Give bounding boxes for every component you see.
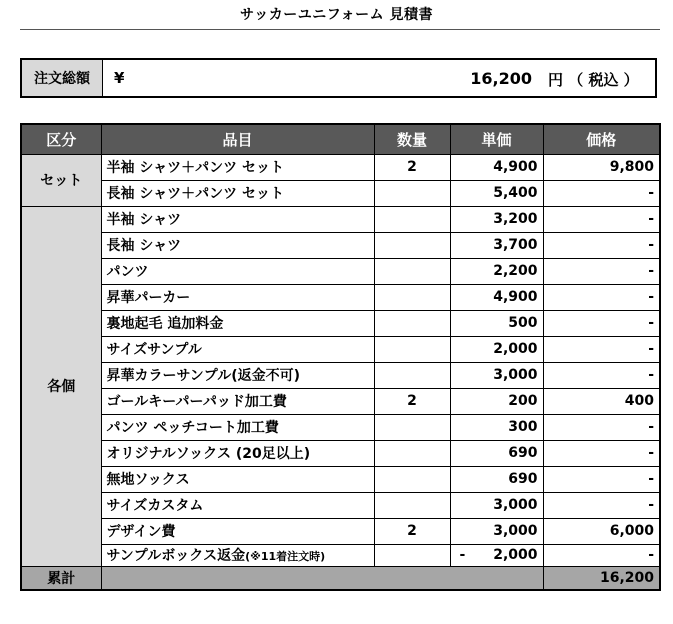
item-name: 長袖 シャツ＋パンツ セット	[101, 180, 374, 206]
item-price: -	[543, 206, 660, 232]
item-quantity: 2	[374, 518, 450, 544]
item-price: -	[543, 362, 660, 388]
item-name: ゴールキーパーパッド加工費	[101, 388, 374, 414]
table-row	[21, 492, 660, 518]
table-row	[21, 518, 660, 544]
order-total-box	[20, 58, 657, 98]
item-name: 長袖 シャツ	[101, 232, 374, 258]
sum-spacer	[101, 566, 543, 590]
item-price: 9,800	[543, 154, 660, 180]
refund-item-note: (※11着注文時)	[245, 550, 326, 563]
category-individual: 各個	[21, 206, 101, 566]
item-unit-price: 2,000	[450, 336, 543, 362]
category-set: セット	[21, 154, 101, 206]
item-price: 400	[543, 388, 660, 414]
refund-amount: 2,000	[493, 547, 538, 563]
item-unit-price: 4,900	[450, 154, 543, 180]
header-category: 区分	[21, 124, 101, 154]
item-price: -	[543, 258, 660, 284]
item-unit-price: 5,400	[450, 180, 543, 206]
item-name: オリジナルソックス (20足以上)	[101, 440, 374, 466]
table-row	[21, 180, 660, 206]
item-unit-price: 4,900	[450, 284, 543, 310]
item-unit-price: 3,000	[450, 362, 543, 388]
refund-item-label: サンプルボックス返金	[106, 548, 246, 564]
item-price: 6,000	[543, 518, 660, 544]
table-row	[21, 284, 660, 310]
item-unit-price: 690	[450, 440, 543, 466]
item-unit-price: 2,200	[450, 258, 543, 284]
item-price: -	[543, 310, 660, 336]
order-total-amount: 16,200	[470, 69, 532, 88]
header-item: 品目	[101, 124, 374, 154]
item-quantity	[374, 440, 450, 466]
item-unit-price: 3,000	[450, 492, 543, 518]
item-quantity: 2	[374, 388, 450, 414]
item-price: -	[543, 466, 660, 492]
item-quantity	[374, 466, 450, 492]
item-name: 裏地起毛 追加料金	[101, 310, 374, 336]
item-quantity	[374, 362, 450, 388]
item-unit-price: 3,200	[450, 206, 543, 232]
item-unit-price: 3,000	[450, 518, 543, 544]
item-quantity	[374, 180, 450, 206]
table-row	[21, 544, 660, 566]
header-quantity: 数量	[374, 124, 450, 154]
item-quantity	[374, 232, 450, 258]
table-row	[21, 154, 660, 180]
item-name: 半袖 シャツ＋パンツ セット	[101, 154, 374, 180]
table-row	[21, 258, 660, 284]
item-name: デザイン費	[101, 518, 374, 544]
item-price: -	[543, 284, 660, 310]
item-quantity	[374, 414, 450, 440]
item-unit-price: 500	[450, 310, 543, 336]
item-name: サイズカスタム	[101, 492, 374, 518]
item-quantity	[374, 492, 450, 518]
sum-label: 累計	[21, 566, 101, 590]
item-name: 昇華パーカー	[101, 284, 374, 310]
item-price: -	[543, 492, 660, 518]
item-name: パンツ	[101, 258, 374, 284]
minus-sign: -	[459, 547, 466, 563]
order-total-label: 注文総額	[22, 60, 103, 96]
table-row	[21, 232, 660, 258]
item-price: -	[543, 544, 660, 566]
item-name: パンツ ペッチコート加工費	[101, 414, 374, 440]
item-quantity	[374, 310, 450, 336]
sum-total: 16,200	[543, 566, 660, 590]
item-unit-price: 3,700	[450, 232, 543, 258]
item-quantity: 2	[374, 154, 450, 180]
item-price: -	[543, 232, 660, 258]
item-price: -	[543, 440, 660, 466]
header-price: 価格	[543, 124, 660, 154]
table-row	[21, 362, 660, 388]
item-name: サイズサンプル	[101, 336, 374, 362]
item-unit-price: 300	[450, 414, 543, 440]
item-quantity	[374, 336, 450, 362]
item-unit-price	[450, 544, 543, 566]
header-unit-price: 単価	[450, 124, 543, 154]
table-row	[21, 414, 660, 440]
item-name: 昇華カラーサンプル(返金不可)	[101, 362, 374, 388]
item-quantity	[374, 544, 450, 566]
currency-symbol: ¥	[114, 69, 125, 87]
order-total-unit: 円 （ 税込 ）	[548, 71, 639, 89]
item-name: 無地ソックス	[101, 466, 374, 492]
table-row	[21, 206, 660, 232]
page-title: サッカーユニフォーム 見積書	[240, 7, 433, 23]
table-row	[21, 466, 660, 492]
quote-table	[20, 123, 661, 591]
table-row	[21, 440, 660, 466]
item-unit-price: 200	[450, 388, 543, 414]
item-name: 半袖 シャツ	[101, 206, 374, 232]
item-unit-price: 690	[450, 466, 543, 492]
item-price: -	[543, 414, 660, 440]
item-quantity	[374, 284, 450, 310]
table-row	[21, 388, 660, 414]
item-quantity	[374, 258, 450, 284]
sum-row	[21, 566, 660, 590]
item-quantity	[374, 206, 450, 232]
title-underline	[20, 29, 660, 30]
table-row	[21, 336, 660, 362]
table-header-row	[21, 124, 660, 154]
table-row	[21, 310, 660, 336]
item-price: -	[543, 180, 660, 206]
item-price: -	[543, 336, 660, 362]
item-name	[101, 544, 374, 566]
